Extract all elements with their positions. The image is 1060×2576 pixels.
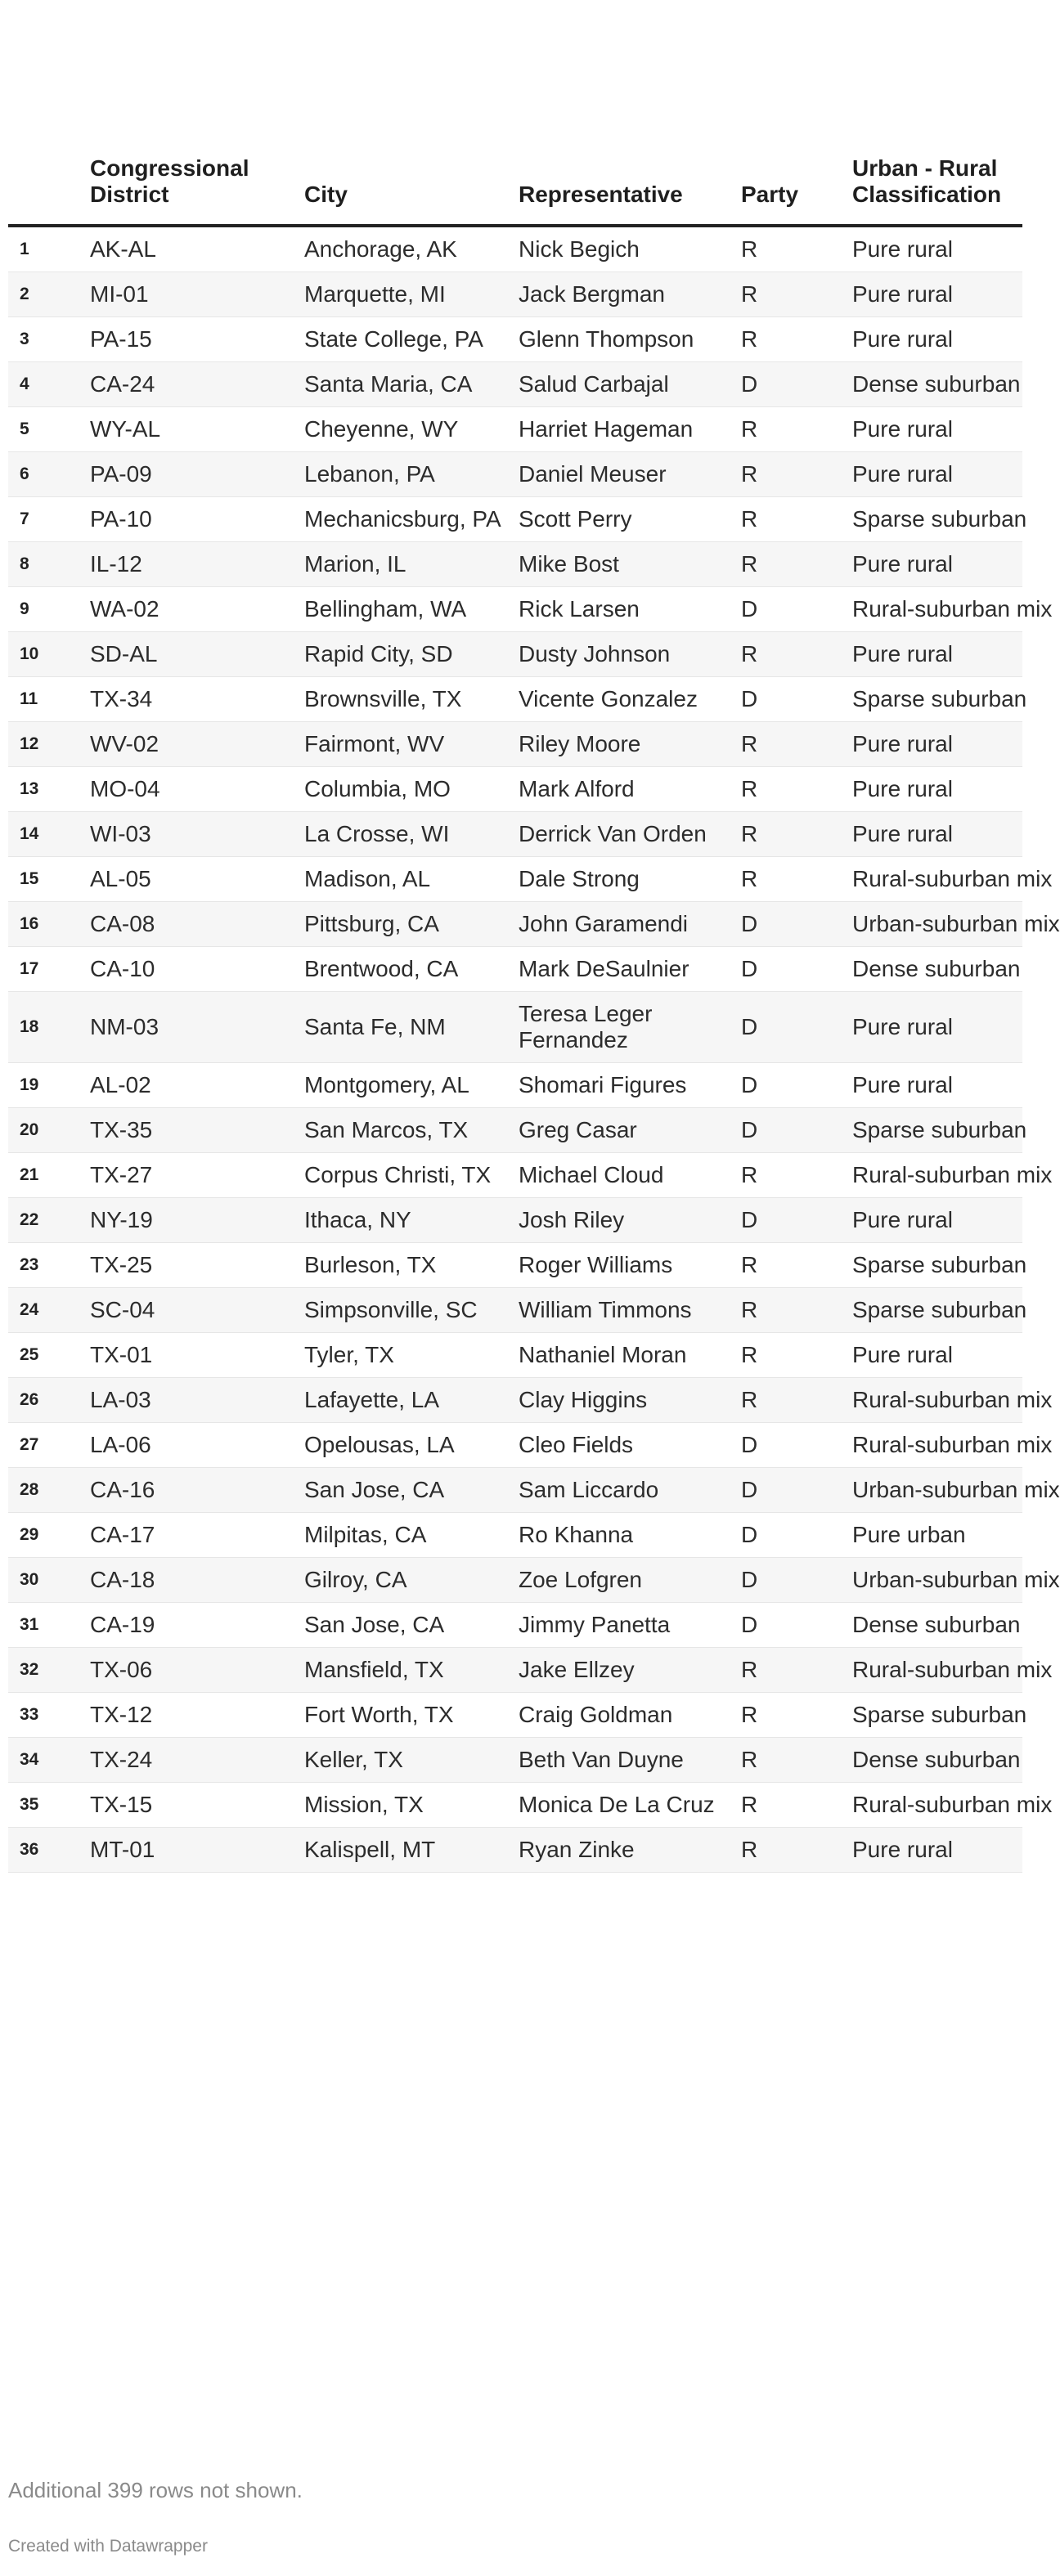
table-row — [8, 272, 1022, 317]
cell-district: CA-10 — [90, 947, 304, 992]
table-container — [8, 155, 1060, 1873]
cell-representative: Greg Casar — [519, 1108, 741, 1153]
cell-party: R — [741, 272, 852, 317]
cell-district: CA-08 — [90, 902, 304, 947]
cell-party: R — [741, 1693, 852, 1738]
cell-representative: Jack Bergman — [519, 272, 741, 317]
cell-party: R — [741, 722, 852, 767]
cell-city: San Jose, CA — [304, 1468, 519, 1513]
cell-party: R — [741, 1288, 852, 1333]
cell-rank: 35 — [8, 1783, 90, 1828]
cell-classification: Rural-suburban mix — [852, 587, 1022, 632]
cell-classification: Pure rural — [852, 767, 1022, 812]
cell-city: Mansfield, TX — [304, 1648, 519, 1693]
cell-party: R — [741, 1243, 852, 1288]
cell-district: CA-19 — [90, 1603, 304, 1648]
cell-city: Kalispell, MT — [304, 1828, 519, 1873]
cell-representative: Josh Riley — [519, 1198, 741, 1243]
cell-district: MO-04 — [90, 767, 304, 812]
table-row — [8, 722, 1022, 767]
cell-representative: Clay Higgins — [519, 1378, 741, 1423]
cell-district: AK-AL — [90, 226, 304, 272]
cell-representative: Salud Carbajal — [519, 362, 741, 407]
cell-district: NM-03 — [90, 992, 304, 1063]
cell-classification: Dense suburban — [852, 1603, 1022, 1648]
cell-representative: Derrick Van Orden — [519, 812, 741, 857]
cell-district: LA-06 — [90, 1423, 304, 1468]
column-header-representative[interactable]: Representative — [519, 155, 741, 226]
cell-rank: 19 — [8, 1063, 90, 1108]
cell-city: Opelousas, LA — [304, 1423, 519, 1468]
cell-district: WY-AL — [90, 407, 304, 452]
table-row — [8, 1243, 1022, 1288]
cell-district: IL-12 — [90, 542, 304, 587]
cell-classification: Pure rural — [852, 1333, 1022, 1378]
cell-classification: Pure rural — [852, 722, 1022, 767]
cell-representative: Mike Bost — [519, 542, 741, 587]
cell-city: Mechanicsburg, PA — [304, 497, 519, 542]
cell-classification: Rural-suburban mix — [852, 857, 1022, 902]
cell-party: D — [741, 1603, 852, 1648]
cell-city: Brownsville, TX — [304, 677, 519, 722]
cell-representative: Sam Liccardo — [519, 1468, 741, 1513]
cell-party: R — [741, 226, 852, 272]
cell-party: R — [741, 542, 852, 587]
table-row — [8, 317, 1022, 362]
cell-district: CA-24 — [90, 362, 304, 407]
cell-classification: Rural-suburban mix — [852, 1423, 1022, 1468]
table-row — [8, 1423, 1022, 1468]
cell-rank: 28 — [8, 1468, 90, 1513]
cell-representative: Scott Perry — [519, 497, 741, 542]
cell-party: R — [741, 632, 852, 677]
cell-classification: Pure rural — [852, 226, 1022, 272]
table-row — [8, 1063, 1022, 1108]
cell-rank: 29 — [8, 1513, 90, 1558]
table-row — [8, 1648, 1022, 1693]
cell-classification: Urban-suburban mix — [852, 1468, 1022, 1513]
cell-classification: Pure rural — [852, 452, 1022, 497]
cell-rank: 6 — [8, 452, 90, 497]
cell-city: Milpitas, CA — [304, 1513, 519, 1558]
cell-district: PA-09 — [90, 452, 304, 497]
table-row — [8, 362, 1022, 407]
cell-city: Ithaca, NY — [304, 1198, 519, 1243]
cell-rank: 14 — [8, 812, 90, 857]
cell-party: R — [741, 1648, 852, 1693]
cell-city: Simpsonville, SC — [304, 1288, 519, 1333]
cell-classification: Rural-suburban mix — [852, 1648, 1022, 1693]
cell-district: WV-02 — [90, 722, 304, 767]
table-row — [8, 497, 1022, 542]
cell-city: San Marcos, TX — [304, 1108, 519, 1153]
cell-rank: 27 — [8, 1423, 90, 1468]
cell-district: WA-02 — [90, 587, 304, 632]
cell-representative: Dusty Johnson — [519, 632, 741, 677]
cell-representative: Mark DeSaulnier — [519, 947, 741, 992]
cell-party: R — [741, 317, 852, 362]
cell-district: TX-35 — [90, 1108, 304, 1153]
table-row — [8, 767, 1022, 812]
cell-district: TX-12 — [90, 1693, 304, 1738]
cell-city: Madison, AL — [304, 857, 519, 902]
table-row — [8, 902, 1022, 947]
table-row — [8, 857, 1022, 902]
cell-district: LA-03 — [90, 1378, 304, 1423]
cell-classification: Urban-suburban mix — [852, 1558, 1022, 1603]
cell-representative: Shomari Figures — [519, 1063, 741, 1108]
cell-classification: Pure rural — [852, 632, 1022, 677]
cell-district: TX-01 — [90, 1333, 304, 1378]
table-row — [8, 587, 1022, 632]
cell-classification: Rural-suburban mix — [852, 1378, 1022, 1423]
cell-district: PA-10 — [90, 497, 304, 542]
cell-classification: Urban-suburban mix — [852, 902, 1022, 947]
table-row — [8, 1108, 1022, 1153]
cell-district: NY-19 — [90, 1198, 304, 1243]
cell-classification: Dense suburban — [852, 362, 1022, 407]
cell-district: PA-15 — [90, 317, 304, 362]
cell-party: D — [741, 1513, 852, 1558]
cell-party: R — [741, 1378, 852, 1423]
cell-representative: Jake Ellzey — [519, 1648, 741, 1693]
cell-rank: 17 — [8, 947, 90, 992]
cell-representative: John Garamendi — [519, 902, 741, 947]
cell-rank: 11 — [8, 677, 90, 722]
table-row — [8, 1693, 1022, 1738]
cell-rank: 12 — [8, 722, 90, 767]
cell-party: D — [741, 902, 852, 947]
cell-party: D — [741, 1198, 852, 1243]
cell-city: Keller, TX — [304, 1738, 519, 1783]
cell-representative: Monica De La Cruz — [519, 1783, 741, 1828]
cell-classification: Pure rural — [852, 407, 1022, 452]
cell-representative: Glenn Thompson — [519, 317, 741, 362]
cell-representative: Nick Begich — [519, 226, 741, 272]
cell-city: Brentwood, CA — [304, 947, 519, 992]
cell-representative: Teresa Leger Fernandez — [519, 992, 741, 1063]
cell-party: R — [741, 857, 852, 902]
cell-representative: Cleo Fields — [519, 1423, 741, 1468]
cell-party: D — [741, 677, 852, 722]
cell-representative: Nathaniel Moran — [519, 1333, 741, 1378]
cell-city: Cheyenne, WY — [304, 407, 519, 452]
cell-district: TX-06 — [90, 1648, 304, 1693]
cell-representative: Harriet Hageman — [519, 407, 741, 452]
table-row — [8, 1603, 1022, 1648]
cell-city: Columbia, MO — [304, 767, 519, 812]
cell-classification: Pure rural — [852, 542, 1022, 587]
cell-rank: 10 — [8, 632, 90, 677]
cell-classification: Sparse suburban — [852, 497, 1022, 542]
cell-district: AL-02 — [90, 1063, 304, 1108]
cell-rank: 24 — [8, 1288, 90, 1333]
cell-city: Bellingham, WA — [304, 587, 519, 632]
cell-district: AL-05 — [90, 857, 304, 902]
cell-rank: 30 — [8, 1558, 90, 1603]
cell-district: WI-03 — [90, 812, 304, 857]
cell-classification: Pure rural — [852, 317, 1022, 362]
cell-city: Mission, TX — [304, 1783, 519, 1828]
cell-party: R — [741, 1153, 852, 1198]
cell-rank: 3 — [8, 317, 90, 362]
cell-city: Rapid City, SD — [304, 632, 519, 677]
cell-city: Marion, IL — [304, 542, 519, 587]
cell-rank: 5 — [8, 407, 90, 452]
cell-district: SD-AL — [90, 632, 304, 677]
cell-city: Fairmont, WV — [304, 722, 519, 767]
cell-rank: 22 — [8, 1198, 90, 1243]
cell-classification: Pure rural — [852, 1828, 1022, 1873]
cell-classification: Pure urban — [852, 1513, 1022, 1558]
cell-rank: 9 — [8, 587, 90, 632]
table-row — [8, 812, 1022, 857]
cell-rank: 8 — [8, 542, 90, 587]
cell-district: TX-24 — [90, 1738, 304, 1783]
table-row — [8, 226, 1022, 272]
cell-representative: Craig Goldman — [519, 1693, 741, 1738]
cell-party: D — [741, 362, 852, 407]
cell-rank: 34 — [8, 1738, 90, 1783]
cell-party: R — [741, 1828, 852, 1873]
cell-city: Pittsburg, CA — [304, 902, 519, 947]
cell-party: D — [741, 992, 852, 1063]
cell-representative: Zoe Lofgren — [519, 1558, 741, 1603]
cell-rank: 13 — [8, 767, 90, 812]
cell-classification: Sparse suburban — [852, 1108, 1022, 1153]
cell-district: TX-34 — [90, 677, 304, 722]
cell-party: R — [741, 407, 852, 452]
cell-classification: Dense suburban — [852, 1738, 1022, 1783]
table-row — [8, 677, 1022, 722]
table-row — [8, 1288, 1022, 1333]
cell-rank: 32 — [8, 1648, 90, 1693]
data-table — [8, 155, 1060, 1873]
cell-representative: Michael Cloud — [519, 1153, 741, 1198]
cell-rank: 2 — [8, 272, 90, 317]
cell-representative: Jimmy Panetta — [519, 1603, 741, 1648]
table-row — [8, 1783, 1022, 1828]
column-header-classification[interactable]: Urban - Rural Classification — [852, 155, 1022, 226]
cell-rank: 15 — [8, 857, 90, 902]
table-row — [8, 1378, 1022, 1423]
cell-party: R — [741, 497, 852, 542]
column-header-party[interactable]: Party — [741, 155, 852, 226]
cell-representative: Ro Khanna — [519, 1513, 741, 1558]
cell-party: D — [741, 1558, 852, 1603]
column-header-city[interactable]: City — [304, 155, 519, 226]
cell-rank: 20 — [8, 1108, 90, 1153]
cell-city: Tyler, TX — [304, 1333, 519, 1378]
cell-city: La Crosse, WI — [304, 812, 519, 857]
cell-party: D — [741, 1468, 852, 1513]
cell-city: Santa Fe, NM — [304, 992, 519, 1063]
cell-party: R — [741, 1783, 852, 1828]
cell-city: Burleson, TX — [304, 1243, 519, 1288]
cell-classification: Rural-suburban mix — [852, 1783, 1022, 1828]
cell-party: R — [741, 812, 852, 857]
table-row — [8, 1333, 1022, 1378]
cell-city: Lebanon, PA — [304, 452, 519, 497]
table-header-row — [8, 155, 1022, 226]
cell-classification: Pure rural — [852, 992, 1022, 1063]
table-row — [8, 1513, 1022, 1558]
table-row — [8, 1153, 1022, 1198]
cell-party: D — [741, 947, 852, 992]
cell-city: Gilroy, CA — [304, 1558, 519, 1603]
table-row — [8, 1738, 1022, 1783]
cell-representative: Vicente Gonzalez — [519, 677, 741, 722]
cell-district: CA-16 — [90, 1468, 304, 1513]
cell-rank: 31 — [8, 1603, 90, 1648]
cell-district: SC-04 — [90, 1288, 304, 1333]
cell-classification: Sparse suburban — [852, 1288, 1022, 1333]
cell-rank: 16 — [8, 902, 90, 947]
cell-representative: Dale Strong — [519, 857, 741, 902]
cell-party: D — [741, 1108, 852, 1153]
cell-classification: Pure rural — [852, 812, 1022, 857]
cell-classification: Sparse suburban — [852, 677, 1022, 722]
cell-party: R — [741, 452, 852, 497]
cell-representative: William Timmons — [519, 1288, 741, 1333]
cell-rank: 26 — [8, 1378, 90, 1423]
cell-rank: 36 — [8, 1828, 90, 1873]
cell-city: Corpus Christi, TX — [304, 1153, 519, 1198]
cell-classification: Pure rural — [852, 1063, 1022, 1108]
cell-city: Fort Worth, TX — [304, 1693, 519, 1738]
cell-rank: 1 — [8, 226, 90, 272]
cell-city: Lafayette, LA — [304, 1378, 519, 1423]
cell-representative: Mark Alford — [519, 767, 741, 812]
cell-representative: Rick Larsen — [519, 587, 741, 632]
cell-party: D — [741, 587, 852, 632]
cell-rank: 7 — [8, 497, 90, 542]
cell-district: TX-27 — [90, 1153, 304, 1198]
cell-district: TX-25 — [90, 1243, 304, 1288]
cell-city: State College, PA — [304, 317, 519, 362]
table-notes: Additional 399 rows not shown. — [8, 2478, 303, 2502]
cell-party: R — [741, 767, 852, 812]
table-row — [8, 407, 1022, 452]
cell-classification: Rural-suburban mix — [852, 1153, 1022, 1198]
table-row — [8, 632, 1022, 677]
cell-representative: Beth Van Duyne — [519, 1738, 741, 1783]
cell-district: MI-01 — [90, 272, 304, 317]
cell-rank: 18 — [8, 992, 90, 1063]
cell-rank: 25 — [8, 1333, 90, 1378]
cell-rank: 23 — [8, 1243, 90, 1288]
table-row — [8, 992, 1022, 1063]
cell-city: Montgomery, AL — [304, 1063, 519, 1108]
table-row — [8, 1198, 1022, 1243]
cell-representative: Ryan Zinke — [519, 1828, 741, 1873]
cell-district: TX-15 — [90, 1783, 304, 1828]
cell-classification: Sparse suburban — [852, 1693, 1022, 1738]
cell-district: CA-17 — [90, 1513, 304, 1558]
cell-city: Marquette, MI — [304, 272, 519, 317]
table-row — [8, 542, 1022, 587]
cell-city: Anchorage, AK — [304, 226, 519, 272]
table-row — [8, 947, 1022, 992]
table-row — [8, 1828, 1022, 1873]
cell-city: Santa Maria, CA — [304, 362, 519, 407]
cell-rank: 33 — [8, 1693, 90, 1738]
column-header-rank[interactable] — [8, 155, 90, 226]
cell-rank: 21 — [8, 1153, 90, 1198]
table-body — [8, 226, 1060, 1873]
cell-party: D — [741, 1423, 852, 1468]
cell-party: D — [741, 1063, 852, 1108]
cell-classification: Pure rural — [852, 272, 1022, 317]
cell-party: R — [741, 1333, 852, 1378]
cell-representative: Roger Williams — [519, 1243, 741, 1288]
cell-district: MT-01 — [90, 1828, 304, 1873]
cell-representative: Daniel Meuser — [519, 452, 741, 497]
cell-representative: Riley Moore — [519, 722, 741, 767]
cell-city: San Jose, CA — [304, 1603, 519, 1648]
cell-party: R — [741, 1738, 852, 1783]
cell-rank: 4 — [8, 362, 90, 407]
table-row — [8, 452, 1022, 497]
cell-classification: Pure rural — [852, 1198, 1022, 1243]
cell-classification: Sparse suburban — [852, 1243, 1022, 1288]
cell-classification: Dense suburban — [852, 947, 1022, 992]
column-header-district[interactable]: Congressional District — [90, 155, 304, 226]
table-row — [8, 1558, 1022, 1603]
table-row — [8, 1468, 1022, 1513]
credit-line: Created with Datawrapper — [8, 2537, 208, 2556]
cell-district: CA-18 — [90, 1558, 304, 1603]
